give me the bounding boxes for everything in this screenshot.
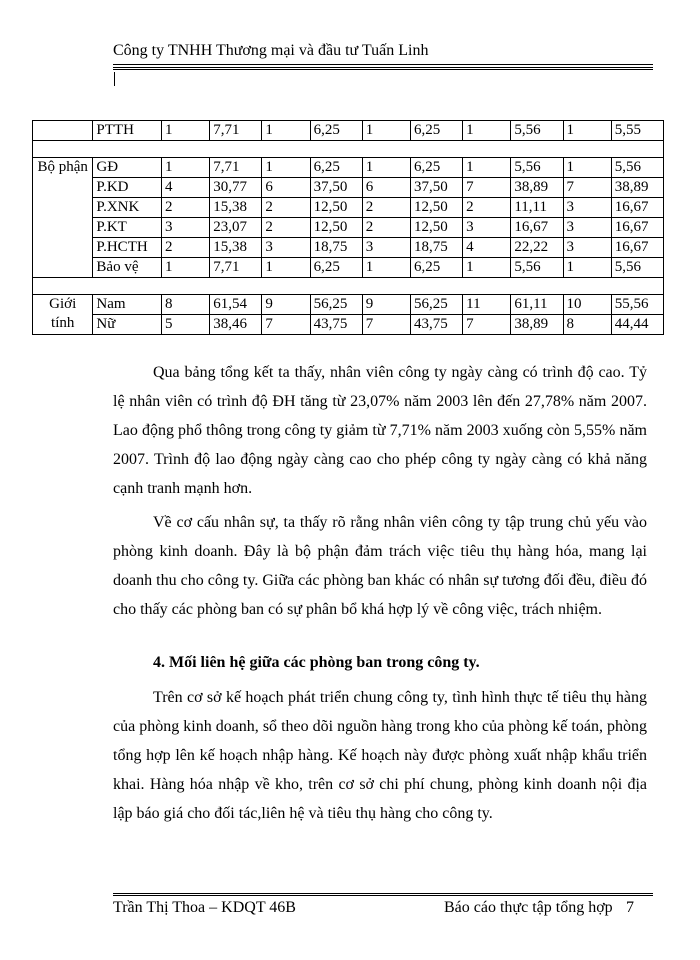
table-cell: 11: [463, 295, 511, 315]
group-label: Giới tính: [33, 295, 93, 335]
row-label: PTTH: [93, 121, 162, 141]
table-cell: 1: [563, 158, 611, 178]
table-cell: 7: [362, 315, 410, 335]
table-cell: 9: [262, 295, 310, 315]
table-cell: 38,89: [511, 178, 563, 198]
table-cell: 7: [463, 178, 511, 198]
table-row: [33, 315, 664, 335]
table-cell: 8: [162, 295, 210, 315]
table-cell: 3: [463, 218, 511, 238]
table-row: [33, 238, 664, 258]
table-cell: 38,46: [210, 315, 262, 335]
row-label: Nữ: [93, 315, 162, 335]
paragraph-text: Về cơ cấu nhân sự, ta thấy rõ rằng nhân viên công ty tập trung chủ yếu vào phòng kinh doanh. Đây là bộ phận đảm trách việc tiêu thụ hàng hóa, mang lại doanh thu cho công ty. Giữa các phòng ban khác có nhân sự tương đối đều, điều đó cho thấy các phòng ban có sự phân bổ khá hợp lý về công việc, trách nhiệm.: [113, 514, 647, 618]
staff-structure-table: [32, 120, 664, 335]
table-cell: 44,44: [611, 315, 663, 335]
table-cell: 1: [362, 121, 410, 141]
table-cell: 6,25: [410, 158, 462, 178]
table-cell: 5,56: [611, 158, 663, 178]
table-cell: 6,25: [410, 121, 462, 141]
text-cursor-icon: [114, 72, 115, 86]
table-cell: 43,75: [410, 315, 462, 335]
table-cell: 7: [463, 315, 511, 335]
row-label: P.HCTH: [93, 238, 162, 258]
table-cell: 6: [362, 178, 410, 198]
table-cell: 1: [563, 258, 611, 278]
table-cell: 16,67: [611, 198, 663, 218]
table-cell: 16,67: [611, 218, 663, 238]
spacer-cell: [33, 141, 664, 158]
table-cell: 1: [362, 158, 410, 178]
row-label: P.KD: [93, 178, 162, 198]
footer-author: Trần Thị Thoa – KDQT 46B: [113, 899, 296, 916]
header-rule: [113, 64, 653, 65]
table-row: [33, 258, 664, 278]
paragraph-structure: [113, 508, 647, 624]
table-cell: 2: [162, 198, 210, 218]
footer-report-title: Báo cáo thực tập tổng hợp: [444, 899, 613, 916]
table-cell: 6,25: [310, 158, 362, 178]
table-cell: 1: [463, 121, 511, 141]
table-cell: 3: [563, 198, 611, 218]
table-cell: 2: [362, 218, 410, 238]
table-cell: 3: [162, 218, 210, 238]
table-cell: 10: [563, 295, 611, 315]
table-cell: 6,25: [310, 258, 362, 278]
table-cell: 15,38: [210, 198, 262, 218]
table-cell: 9: [362, 295, 410, 315]
row-label: Bảo vệ: [93, 258, 162, 278]
table-cell: 7: [262, 315, 310, 335]
table-row: [33, 218, 664, 238]
row-label: Nam: [93, 295, 162, 315]
table-cell: 3: [362, 238, 410, 258]
table-cell: 22,22: [511, 238, 563, 258]
table-cell: 4: [463, 238, 511, 258]
table-cell: 6,25: [410, 258, 462, 278]
table-cell: 8: [563, 315, 611, 335]
table-cell: 61,54: [210, 295, 262, 315]
table-cell: 3: [563, 238, 611, 258]
table-cell: 5: [162, 315, 210, 335]
table-row: [33, 158, 664, 178]
table-cell: 1: [262, 121, 310, 141]
table-cell: 61,11: [511, 295, 563, 315]
table-cell: 56,25: [310, 295, 362, 315]
table-spacer-row: [33, 141, 664, 158]
table-cell: 16,67: [611, 238, 663, 258]
table-cell: 7: [563, 178, 611, 198]
table-cell: 55,56: [611, 295, 663, 315]
table-row: [33, 295, 664, 315]
table-row: [33, 178, 664, 198]
paragraph-qualification: [113, 358, 647, 503]
paragraph-text: Qua bảng tổng kết ta thấy, nhân viên công ty ngày càng có trình độ cao. Tỷ lệ nhân viên có trình độ ĐH tăng từ 23,07% năm 2003 lên đến 27,78% năm 2007. Lao động phổ thông trong công ty giảm từ 7,71% năm 2003 xuống còn 5,55% năm 2007. Trình độ lao động ngày càng cao cho phép công ty ngày càng có khả năng cạnh tranh mạnh hơn.: [113, 364, 647, 497]
table-cell: 3: [563, 218, 611, 238]
table-cell: 1: [563, 121, 611, 141]
paragraph-relations: [113, 683, 647, 828]
section-heading: 4. Mối liên hệ giữa các phòng ban trong công ty.: [153, 654, 480, 671]
row-label: P.XNK: [93, 198, 162, 218]
table-spacer-row: [33, 278, 664, 295]
paragraph-text: Trên cơ sở kế hoạch phát triển chung công ty, tình hình thực tế tiêu thụ hàng của phòng kinh doanh, sổ theo dõi nguồn hàng trong kho của phòng kế toán, phòng tổng hợp lên kế hoạch nhập hàng. Kế hoạch này được phòng xuất nhập khẩu triển khai. Hàng hóa nhập về kho, trên cơ sở chi phí chung, phòng kinh doanh nội địa lập báo giá cho đối tác,liên hệ và tiêu thụ hàng cho công ty.: [113, 689, 647, 822]
table-cell: 5,56: [511, 158, 563, 178]
table-cell: 38,89: [511, 315, 563, 335]
table-cell: 2: [162, 238, 210, 258]
table-cell: 18,75: [410, 238, 462, 258]
page-header: Công ty TNHH Thương mại và đầu tư Tuấn Linh: [113, 42, 429, 59]
table-row: [33, 121, 664, 141]
table-cell: 1: [162, 158, 210, 178]
group-label: Bộ phận: [33, 158, 93, 278]
table-cell: 37,50: [410, 178, 462, 198]
header-double-rule: [113, 67, 653, 70]
table-cell: 12,50: [410, 198, 462, 218]
table-cell: 5,56: [511, 258, 563, 278]
table-cell: 2: [463, 198, 511, 218]
table-cell: 7,71: [210, 121, 262, 141]
table-cell: 23,07: [210, 218, 262, 238]
table-cell: 56,25: [410, 295, 462, 315]
table-cell: 6,25: [310, 121, 362, 141]
table-cell: 2: [362, 198, 410, 218]
table-cell: 16,67: [511, 218, 563, 238]
row-label: P.KT: [93, 218, 162, 238]
table-cell: 7,71: [210, 258, 262, 278]
table-cell: 37,50: [310, 178, 362, 198]
empty-group-cell: [33, 121, 93, 141]
table-cell: 5,56: [611, 258, 663, 278]
table-cell: 1: [463, 258, 511, 278]
table-cell: 5,56: [511, 121, 563, 141]
page-number: 7: [626, 899, 634, 916]
table-cell: 11,11: [511, 198, 563, 218]
table-cell: 12,50: [410, 218, 462, 238]
row-label: GĐ: [93, 158, 162, 178]
table-cell: 1: [463, 158, 511, 178]
table-cell: 1: [162, 258, 210, 278]
spacer-cell: [33, 278, 664, 295]
table-cell: 1: [262, 158, 310, 178]
footer-rule: [113, 893, 653, 896]
table-cell: 18,75: [310, 238, 362, 258]
table-cell: 30,77: [210, 178, 262, 198]
table-cell: 43,75: [310, 315, 362, 335]
table-cell: 1: [362, 258, 410, 278]
table-cell: 4: [162, 178, 210, 198]
table-cell: 1: [262, 258, 310, 278]
table-cell: 15,38: [210, 238, 262, 258]
table-cell: 2: [262, 198, 310, 218]
table-cell: 7,71: [210, 158, 262, 178]
table-cell: 5,55: [611, 121, 663, 141]
table-cell: 6: [262, 178, 310, 198]
table-cell: 38,89: [611, 178, 663, 198]
table-cell: 12,50: [310, 198, 362, 218]
table-cell: 3: [262, 238, 310, 258]
table-row: [33, 198, 664, 218]
table-cell: 1: [162, 121, 210, 141]
table-cell: 2: [262, 218, 310, 238]
table-cell: 12,50: [310, 218, 362, 238]
